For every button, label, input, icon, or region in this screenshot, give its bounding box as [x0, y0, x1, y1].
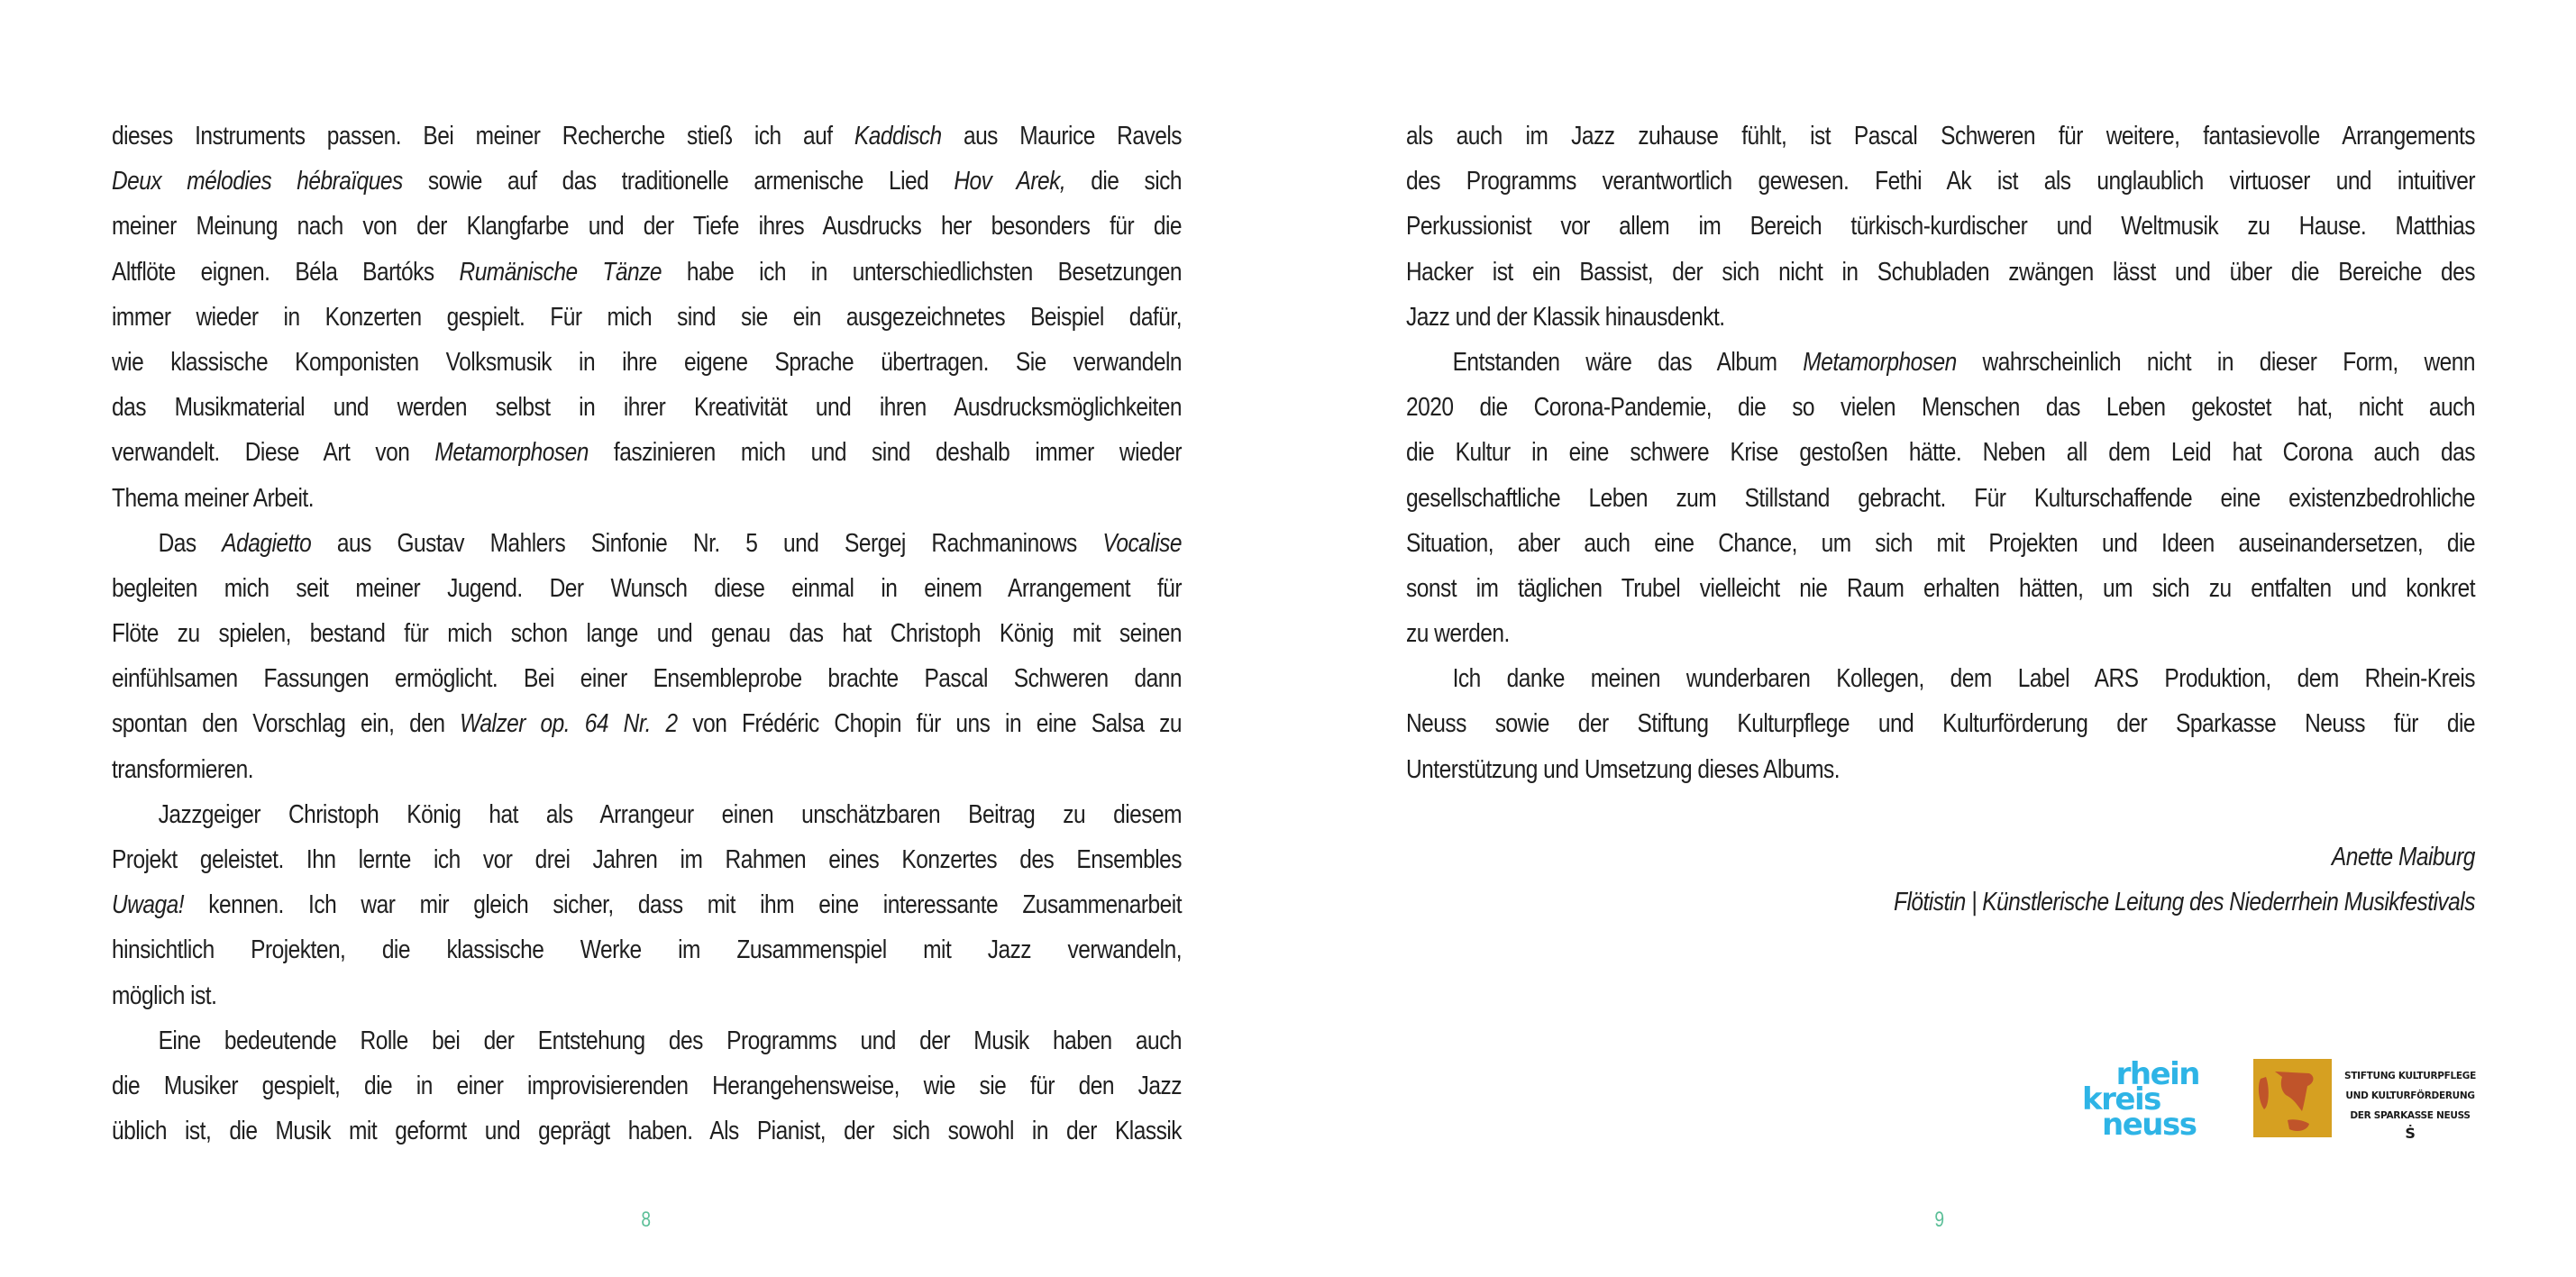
signature-name: Anette Maiburg: [2331, 843, 2475, 871]
text-run: immer wieder in Konzerten gespielt. Für mich sind sie ein ausgezeichnetes Beispiel dafür,: [112, 302, 1183, 332]
text-run: dieses Instruments passen. Bei meiner Recherche stieß ich auf: [112, 122, 854, 151]
text-run: Eine bedeutende Rolle bei der Entstehung des Programms und der Musik haben auch: [158, 1026, 1183, 1055]
text-run: die sich: [1065, 167, 1183, 196]
text-run: hinsichtlich Projekten, die klassische Werke im Zusammenspiel mit Jazz verwandeln,: [112, 935, 1183, 965]
text-line: [112, 1063, 1182, 1108]
italic-title: Uwaga!: [112, 890, 185, 920]
text-run: die Musiker gespielt, die in einer improvisierenden Herangehensweise, wie sie für den Jazz: [112, 1071, 1183, 1100]
right-page: [1288, 0, 2576, 1277]
text-line: [1406, 204, 2475, 249]
text-line: [1406, 114, 2475, 159]
text-run: aus Gustav Mahlers Sinfonie Nr. 5 und Sergej Rachmaninows: [311, 528, 1103, 558]
text-run: Jazzgeiger Christoph König hat als Arrangeur einen unschätzbaren Beitrag zu diesem: [158, 799, 1183, 829]
text-run: Flöte zu spielen, bestand für mich schon lange und genau das hat Christoph König mit seinen: [112, 619, 1183, 649]
italic-title: Kaddisch: [854, 122, 942, 151]
text-run: Entstanden wäre das Album: [1452, 347, 1804, 377]
text-run: Altflöte eignen. Béla Bartóks: [112, 257, 460, 287]
text-run: aus Maurice Ravels: [941, 122, 1183, 151]
text-line: [1406, 611, 2475, 656]
text-run: Projekt geleistet. Ihn lernte ich vor drei Jahren im Rahmen eines Konzertes des Ensembles: [112, 845, 1183, 874]
text-line: [1406, 385, 2475, 430]
text-line: [112, 385, 1182, 430]
text-line: [112, 566, 1182, 611]
text-line: [112, 250, 1182, 295]
text-run: die Kultur in eine schwere Krise gestoßen hätte. Neben all dem Leid hat Corona auch das: [1406, 438, 2476, 468]
logo-word-neuss: neuss: [2102, 1107, 2197, 1143]
text-line: [112, 521, 1182, 566]
text-run: spontan den Vorschlag ein, den: [112, 709, 461, 739]
italic-title: Walzer op. 64 Nr. 2: [460, 709, 678, 739]
text-run: möglich ist.: [112, 981, 217, 1010]
text-run: Ich danke meinen wunderbaren Kollegen, dem Label ARS Produktion, dem Rhein-Kreis: [1452, 664, 2476, 694]
text-run: faszinieren mich und sind deshalb immer wieder: [588, 438, 1182, 468]
text-run: begleiten mich seit meiner Jugend. Der Wunsch diese einmal in einem Arrangement für: [112, 573, 1183, 603]
text-run: transformieren.: [112, 754, 254, 784]
text-run: sowie auf das traditionelle armenische Lied: [402, 167, 955, 196]
text-run: kennen. Ich war mir gleich sicher, dass mit ihm eine interessante Zusammenarbeit: [184, 890, 1183, 920]
page-number-left: 8: [641, 1208, 652, 1232]
text-line: [112, 340, 1182, 385]
text-run: Jazz und der Klassik hinausdenkt.: [1406, 302, 1725, 332]
text-line: [112, 430, 1182, 475]
text-run: gesellschaftliche Leben zum Stillstand gebracht. Für Kulturschaffende eine existenzbedrohliche: [1406, 483, 2476, 513]
rhein-kreis-neuss-logo: [2082, 1056, 2199, 1147]
text-line: [112, 837, 1182, 882]
abstract-art-icon: [2253, 1059, 2332, 1137]
text-line: [112, 1018, 1182, 1063]
text-run: wahrscheinlich nicht in dieser Form, wenn: [1956, 347, 2476, 377]
text-line: [1406, 747, 2475, 792]
text-run: Hacker ist ein Bassist, der sich nicht in Schubladen zwängen lässt und über die Bereiche des: [1406, 257, 2476, 287]
logo-word-kreis: kreis: [2082, 1081, 2160, 1117]
text-run: verwandelt. Diese Art von: [112, 438, 435, 468]
text-run: 2020 die Corona-Pandemie, die so vielen Menschen das Leben gekostet hat, nicht auch: [1406, 393, 2476, 423]
text-line: [1406, 656, 2475, 701]
text-line: [1406, 566, 2475, 611]
stiftung-logo-text: [2343, 1066, 2478, 1142]
left-text-column: [112, 114, 1182, 1154]
text-run: sonst im täglichen Trubel vielleicht nie Raum erhalten hätten, um sich zu entfalten und konkret: [1406, 573, 2476, 603]
italic-title: Deux mélodies hébraïques: [112, 167, 403, 196]
text-run: Situation, aber auch eine Chance, um sich mit Projekten und Ideen auseinandersetzen, die: [1406, 528, 2476, 558]
stiftung-art-logo: [2253, 1059, 2332, 1137]
text-run: als auch im Jazz zuhause fühlt, ist Pascal Schweren für weitere, fantasievolle Arrangements: [1406, 122, 2476, 151]
text-line: [112, 204, 1182, 249]
text-run: meiner Meinung nach von der Klangfarbe und der Tiefe ihres Ausdrucks her besonders für die: [112, 212, 1183, 242]
stiftung-line-1: STIFTUNG KULTURPFLEGE: [2344, 1071, 2476, 1081]
text-line: [1406, 521, 2475, 566]
text-run: von Frédéric Chopin für uns in eine Salsa zu: [677, 709, 1183, 739]
text-run: das Musikmaterial und werden selbst in ihrer Kreativität und ihren Ausdrucksmöglichkeiten: [112, 393, 1183, 423]
text-run: Das: [158, 528, 223, 558]
signature-role: Flötistin | Künstlerische Leitung des Niederrhein Musikfestivals: [1894, 888, 2475, 917]
text-run: einfühlsamen Fassungen ermöglicht. Bei einer Ensembleprobe brachte Pascal Schweren dann: [112, 664, 1183, 694]
text-run: Unterstützung und Umsetzung dieses Albums.: [1406, 754, 1841, 784]
italic-title: Vocalise: [1102, 528, 1183, 558]
text-line: [1406, 476, 2475, 521]
text-line: [1406, 159, 2475, 204]
text-line: [112, 611, 1182, 656]
text-line: [112, 1108, 1182, 1154]
text-run: zu werden.: [1406, 619, 1510, 649]
text-run: üblich ist, die Musik mit geformt und geprägt haben. Als Pianist, der sich sowohl in der Klassik: [112, 1117, 1183, 1146]
text-line: [112, 656, 1182, 701]
italic-title: Metamorphosen: [1803, 347, 1957, 377]
text-line: [112, 114, 1182, 159]
text-line: [1406, 295, 2475, 340]
text-line: [1406, 250, 2475, 295]
text-line: [112, 792, 1182, 837]
stiftung-line-3: DER SPARKASSE NEUSS: [2350, 1110, 2471, 1121]
stiftung-line-2: UND KULTURFÖRDERUNG: [2345, 1090, 2475, 1101]
text-run: Neuss sowie der Stiftung Kulturpflege und Kulturförderung der Sparkasse Neuss für die: [1406, 709, 2476, 739]
italic-title: Rumänische Tänze: [459, 257, 662, 287]
text-line: [112, 159, 1182, 204]
sparkasse-icon: Ṡ: [2405, 1125, 2416, 1142]
text-run: des Programms verantwortlich gewesen. Fethi Ak ist als unglaublich virtuoser und intuitiver: [1406, 167, 2476, 196]
text-line: [1406, 430, 2475, 475]
logo-word-rhein: rhein: [2115, 1056, 2199, 1092]
text-line: [112, 882, 1182, 927]
italic-title: Hov Arek,: [954, 167, 1066, 196]
text-line: [112, 747, 1182, 792]
text-line: [112, 476, 1182, 521]
italic-title: Adagietto: [222, 528, 312, 558]
text-line: [112, 701, 1182, 746]
text-run: Thema meiner Arbeit.: [112, 483, 314, 513]
right-text-column: [1406, 114, 2475, 792]
text-line: [112, 295, 1182, 340]
text-line: [1406, 340, 2475, 385]
text-run: wie klassische Komponisten Volksmusik in ihre eigene Sprache übertragen. Sie verwandeln: [112, 347, 1183, 377]
italic-title: Metamorphosen: [434, 438, 589, 468]
text-line: [112, 973, 1182, 1018]
text-run: Perkussionist vor allem im Bereich türkisch-kurdischer und Weltmusik zu Hause. Matthias: [1406, 212, 2476, 242]
text-run: habe ich in unterschiedlichsten Besetzungen: [661, 257, 1183, 287]
text-line: [1406, 701, 2475, 746]
page-number-right: 9: [1934, 1208, 1945, 1232]
text-line: [112, 927, 1182, 972]
